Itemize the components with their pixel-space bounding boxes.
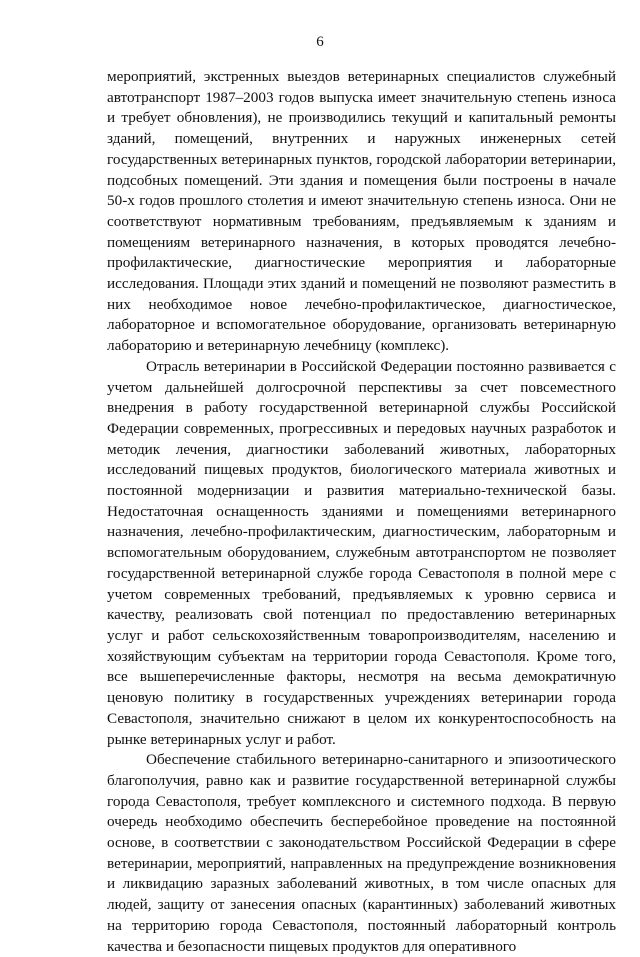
paragraph-epizootic-welfare: Обеспечение стабильного ветеринарно-санитарного и эпизоотического благополучия, равно как и развитие государственной ветеринарной службы города Севастополя, требует комплексного и системного подхода. В первую очередь необходимо обеспечить бесперебойное проведение на постоянной основе, в соответствии с законодательством Российской Федерации в сфере ветеринарии, мероприятий, направленных на предупреждение возникновения и ликвидацию заразных заболеваний животных, в том числе опасных для людей, защиту от занесения опасных (карантинных) заболеваний животных на территорию города Севастополя, постоянный лабораторный контроль качества и безопасности пищевых продуктов для оперативного [107,751,616,955]
body-text [107,67,616,957]
page-number: 6 [316,34,324,50]
paragraph-veterinary-development: Отрасль ветеринарии в Российской Федерации постоянно развивается с учетом дальнейшей долгосрочной перспективы за счет повсеместного внедрения в работу государственной ветеринарной службы Российской Федерации современных, прогрессивных и передовых научных разработок и методик лечения, диагностики заболеваний животных, лабораторных исследований пищевых продуктов, биологического материала животных и постоянной модернизации и развития материально-технической базы. Недостаточная оснащенность зданиями и помещениями ветеринарного назначения, лечебно-профилактическим, диагностическим, лабораторным и вспомогательным оборудованием, служебным автотранспортом не позволяет государственной ветеринарной службе города Севастополя в полной мере с учетом современных требований, предъявляемых к уровню сервиса и качеству, реализовать свой потенциал по предоставлению ветеринарных услуг и работ сельскохозяйственным товаропроизводителям, населению и хозяйствующим субъектам на территории города Севастополя. Кроме того, все вышеперечисленные факторы, несмотря на весьма демократичную ценовую политику в государственных учреждениях ветеринарии города Севастополя, значительно снижают в целом их конкурентоспособность на рынке ветеринарных услуг и работ. [107,357,616,748]
paragraph-continuation: мероприятий, экстренных выездов ветеринарных специалистов служебный автотранспорт 1987–2003 годов выпуска имеет значительную степень износа и требует обновления), не производились текущий и капитальный ремонты зданий, помещений, внутренних и наружных инженерных сетей государственных ветеринарных пунктов, городской лаборатории ветеринарии, подсобных помещений. Эти здания и помещения были построены в начале 50-х годов прошлого столетия и имеют значительную степень износа. Они не соответствуют нормативным требованиям, предъявляемым к зданиям и помещениям ветеринарного назначения, в которых проводятся лечебно-профилактические, диагностические мероприятия и лабораторные исследования. Площади этих зданий и помещений не позволяют разместить в них необходимое новое лечебно-профилактическое, диагностическое, лабораторное и вспомогательное оборудование, организовать ветеринарную лабораторию и ветеринарную лечебницу (комплекс). [107,68,616,355]
